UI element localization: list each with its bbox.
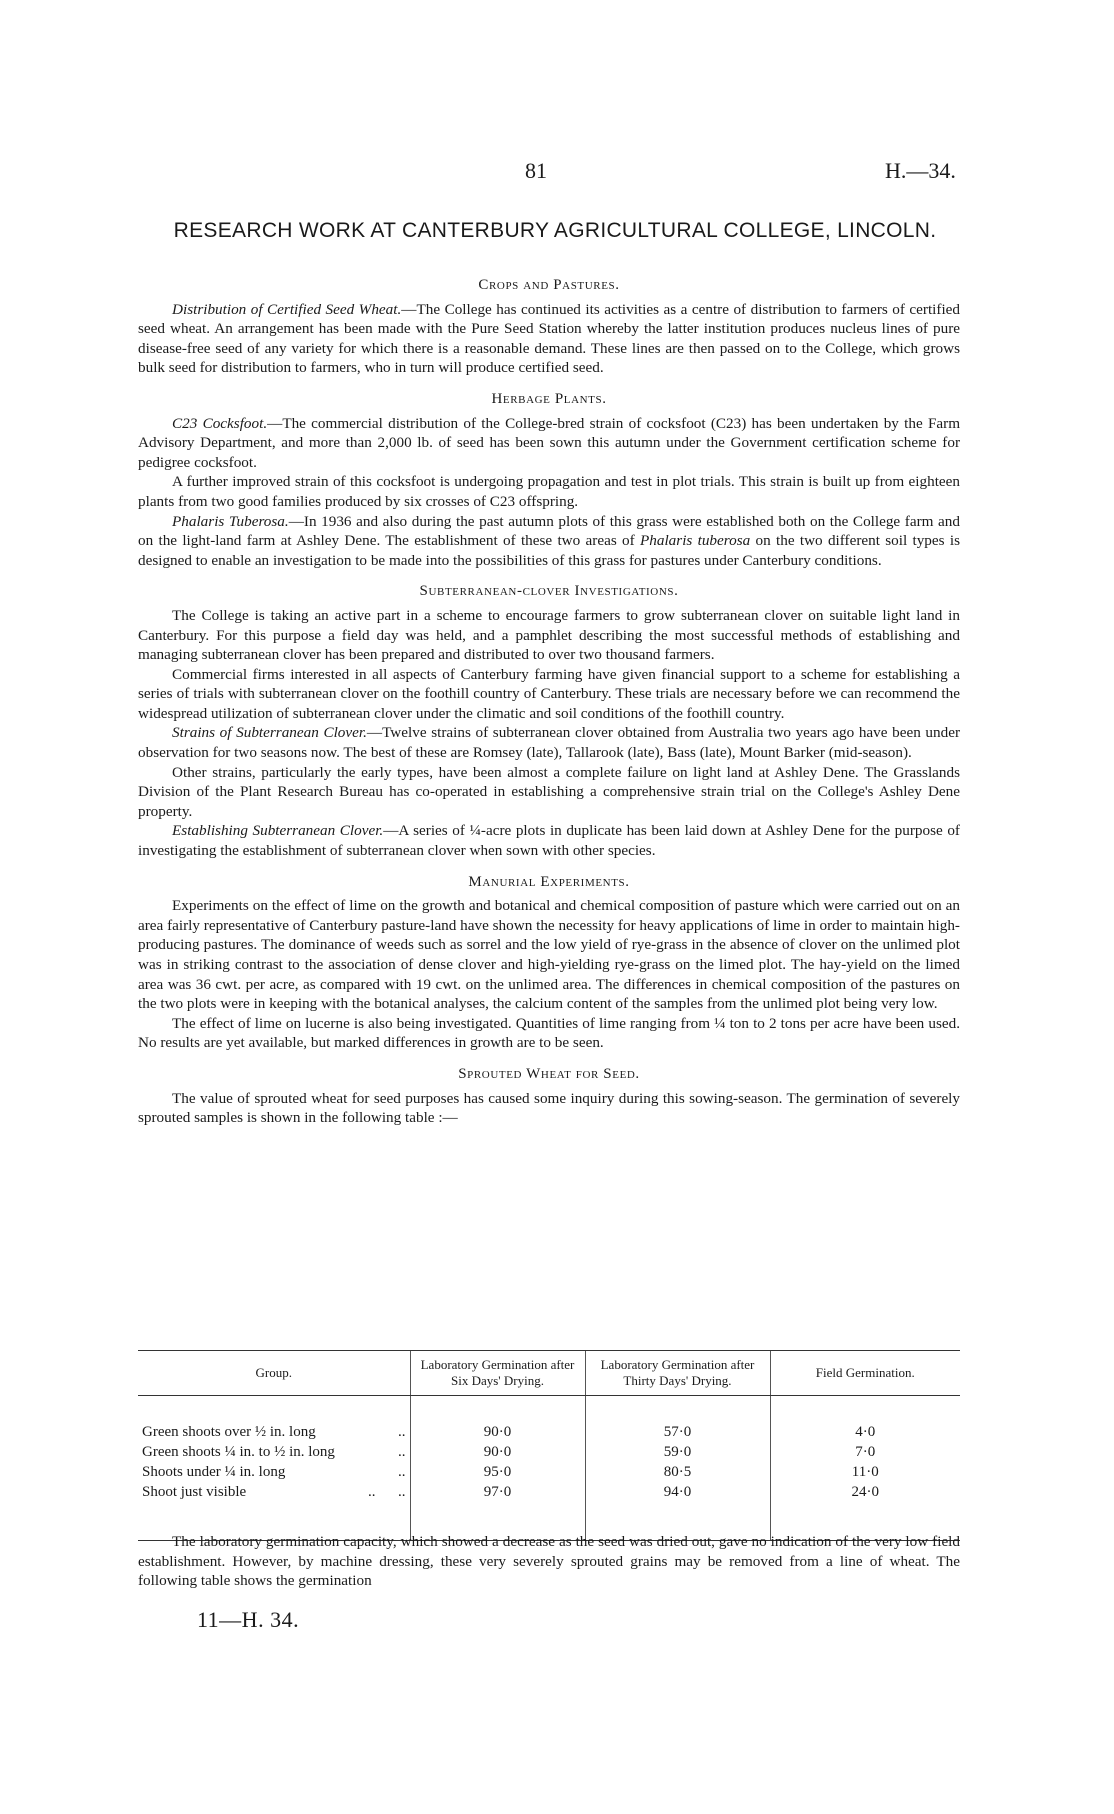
group-label: Shoot just visible xyxy=(142,1484,247,1500)
group-label: Green shoots over ½ in. long xyxy=(142,1424,316,1440)
cell-thirty-days: 80·5 xyxy=(585,1462,770,1482)
germination-table xyxy=(138,1350,960,1541)
column-header-field: Field Germination. xyxy=(770,1351,960,1396)
table-row xyxy=(138,1422,960,1442)
section-heading-herbage: Herbage Plants. xyxy=(491,390,607,407)
table-row xyxy=(138,1442,960,1462)
cell-six-days: 95·0 xyxy=(410,1462,585,1482)
cell-field: 24·0 xyxy=(770,1482,960,1502)
paragraph-establishing-clover: Establishing Subterranean Clover.—A series of ¼-acre plots in duplicate has been laid down at Ashley Dene for the purpose of investigating the establishment of subterranean clover when sown with other species. xyxy=(138,822,960,860)
page-number: 81 xyxy=(525,158,547,183)
cell-thirty-days: 59·0 xyxy=(585,1442,770,1462)
signature-mark: 11—H. 34. xyxy=(197,1607,300,1632)
section-heading-clover: Subterranean-clover Investigations. xyxy=(419,583,679,600)
cell-six-days: 90·0 xyxy=(410,1442,585,1462)
section-heading-crops: Crops and Pastures. xyxy=(478,277,620,293)
paragraph-clover-trials: Commercial firms interested in all aspects of Canterbury farming have given financial support to a scheme for establishing a series of trials with subterranean clover on the foothill country of Canterbury. These trials are necessary before we can recommend the widespread utilization of subterranean clover under the climatic and soil conditions of the foothill country. xyxy=(138,665,960,722)
run-in-heading: Establishing Subterranean Clover. xyxy=(172,822,384,840)
leader-dots: .. xyxy=(398,1444,406,1460)
leader-dots: .. xyxy=(398,1464,406,1480)
paragraph-seed-wheat: Distribution of Certified Seed Wheat.—The College has continued its activities as a centre of distribution to farmers of certified seed wheat. An arrangement has been made with the Pure Seed Station whereby the latter institution produces nucleus lines of pure disease-free seed of any variety for which there is a reasonable demand. These lines are then passed on to the College, which grows bulk seed for distribution to farmers, who in turn will produce certified seed. xyxy=(138,300,961,377)
table-row xyxy=(138,1482,960,1502)
section-heading-manurial: Manurial Experiments. xyxy=(468,873,630,890)
paragraph-clover-strains: Strains of Subterranean Clover.—Twelve strains of subterranean clover obtained from Australia two years ago have been under observation for two seasons now. The best of these are Romsey (late), Tallarook (late), Bass (late), Mount Barker (mid-season). xyxy=(138,724,961,762)
column-header-six-days: Laboratory Germination after Six Days' Drying. xyxy=(410,1351,585,1396)
leader-dots: .. xyxy=(398,1424,406,1440)
cell-thirty-days: 94·0 xyxy=(585,1482,770,1502)
cell-field: 11·0 xyxy=(770,1462,960,1482)
page-title: RESEARCH WORK AT CANTERBURY AGRICULTURAL COLLEGE, LINCOLN. xyxy=(173,219,937,242)
paragraph-phalaris: Phalaris Tuberosa.—In 1936 and also during the past autumn plots of this grass were established both on the College farm and on the light-land farm at Ashley Dene. The establishment of these two areas of Phalaris tuberosa on the two different soil types is designed to enable an investigation to be made into the possibilities of this grass for pastures under Canterbury conditions. xyxy=(138,512,960,569)
cell-six-days: 97·0 xyxy=(410,1482,585,1502)
table-header-row xyxy=(138,1351,960,1396)
document-code: H.—34. xyxy=(885,158,956,183)
leader-dots: .. .. xyxy=(368,1484,406,1500)
table-row xyxy=(138,1462,960,1482)
paragraph-sprouted-wheat: The value of sprouted wheat for seed purposes has caused some inquiry during this sowing-season. The germination of severely sprouted samples is shown in the following table :— xyxy=(138,1089,960,1127)
cell-six-days: 90·0 xyxy=(410,1422,585,1442)
body-text-continued xyxy=(138,1532,960,1591)
body-text xyxy=(138,276,960,1128)
run-in-heading: Strains of Subterranean Clover. xyxy=(172,724,367,742)
paragraph-germination-capacity: The laboratory germination capacity, which showed a decrease as the seed was dried out, gave no indication of the very low field establishment. However, by machine dressing, these very severely sprouted grains may be removed from a line of wheat. The following table shows the germination xyxy=(138,1533,960,1590)
column-header-group: Group. xyxy=(138,1351,410,1396)
group-label: Shoots under ¼ in. long xyxy=(142,1464,286,1480)
run-in-heading: Phalaris Tuberosa. xyxy=(172,512,289,530)
paragraph-other-strains: Other strains, particularly the early types, have been almost a complete failure on light land at Ashley Dene. The Grasslands Division of the Plant Research Bureau has co-operated in establishing a comprehensive strain trial on the College's Ashley Dene property. xyxy=(138,763,960,820)
paragraph-clover-scheme: The College is taking an active part in a scheme to encourage farmers to grow subterranean clover on suitable light land in Canterbury. For this purpose a field day was held, and a pamphlet describing the most successful methods of establishing and managing subterranean clover has been prepared and distributed to over two thousand farmers. xyxy=(138,606,960,664)
section-heading-sprouted: Sprouted Wheat for Seed. xyxy=(458,1065,640,1082)
cell-thirty-days: 57·0 xyxy=(585,1422,770,1442)
paragraph-cocksfoot: C23 Cocksfoot.—The commercial distribution of the College-bred strain of cocksfoot (C23) has been undertaken by the Farm Advisory Department, and more than 2,000 lb. of seed has been sown this autumn under the Government certification scheme for pedigree cocksfoot. xyxy=(138,414,961,471)
paragraph-lime-pasture: Experiments on the effect of lime on the growth and botanical and chemical composition of pasture which were carried out on an area fairly representative of Canterbury pasture-land have shown the necessity for heavy applications of lime in order to maintain high-producing pastures. The dominance of weeds such as sorrel and the low yield of rye-grass in the absence of clover on the unlimed plot was in striking contrast to the association of dense clover and high-yielding rye-grass on the limed plot. The hay-yield on the limed area was 36 cwt. per acre, as compared with 19 cwt. on the unlimed area. The differences in chemical composition of the pastures on the two plots were in keeping with the botanical analyses, the calcium content of the samples from the unlimed plot being very low. xyxy=(138,897,960,1013)
column-header-thirty-days: Laboratory Germination after Thirty Days' Drying. xyxy=(585,1351,770,1396)
run-in-heading: C23 Cocksfoot. xyxy=(172,414,268,432)
run-in-heading: Distribution of Certified Seed Wheat. xyxy=(172,300,402,318)
cell-field: 4·0 xyxy=(770,1422,960,1442)
cell-field: 7·0 xyxy=(770,1442,960,1462)
paragraph-cocksfoot-strain: A further improved strain of this cocksfoot is undergoing propagation and test in plot trials. This strain is built up from eighteen plants from two good families produced by six crosses of C23 offspring. xyxy=(138,473,960,510)
group-label: Green shoots ¼ in. to ½ in. long xyxy=(142,1444,335,1460)
paragraph-lime-lucerne: The effect of lime on lucerne is also being investigated. Quantities of lime ranging from ¼ ton to 2 tons per acre have been used. No results are yet available, but marked differences in growth are to be seen. xyxy=(138,1014,960,1052)
